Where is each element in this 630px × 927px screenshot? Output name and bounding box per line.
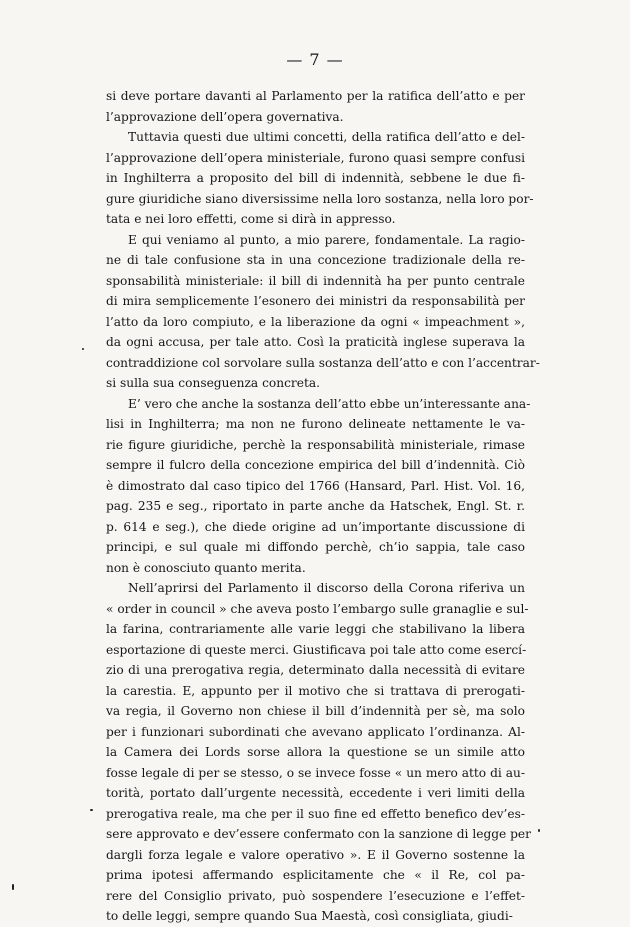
text-line: tata e nei loro effetti, come si dirà in appresso. bbox=[106, 212, 396, 226]
text-line: ne di tale confusione sta in una concezione tradizionale della re- bbox=[106, 253, 525, 267]
text-line: si deve portare davanti al Parlamento per la ratifica dell’atto e per bbox=[106, 89, 525, 103]
text-line: rere del Consiglio privato, può sospendere l’esecuzione e l’effet- bbox=[106, 888, 525, 903]
margin-speck bbox=[12, 884, 14, 890]
text-line: è dimostrato dal caso tipico del 1766 (Hansard, Parl. Hist. Vol. 16, bbox=[106, 478, 525, 493]
paragraph bbox=[106, 86, 525, 127]
text-line: l’approvazione dell’opera ministeriale, furono quasi sempre confusi bbox=[106, 150, 525, 165]
text-line: l’atto da loro compiuto, e la liberazione da ogni « impeachment », bbox=[106, 314, 525, 329]
text-line: dargli forza legale e valore operativo ». E il Governo sostenne la bbox=[106, 847, 525, 862]
margin-speck bbox=[90, 809, 93, 811]
text-line: in Inghilterra a proposito del bill di indennità, sebbene le due fi- bbox=[106, 171, 525, 185]
text-line: va regia, il Governo non chiese il bill d’indennità per sè, ma solo bbox=[106, 704, 525, 718]
text-line: pag. 235 e seg., riportato in parte anche da Hatschek, Engl. St. r. bbox=[106, 499, 525, 513]
text-line: si sulla sua conseguenza concreta. bbox=[106, 376, 320, 390]
text-line: la carestia. E, appunto per il motivo che si trattava di prerogati- bbox=[106, 683, 525, 698]
text-line: da ogni accusa, per tale atto. Così la praticità inglese superava la bbox=[106, 335, 525, 349]
text-line: zio di una prerogativa regia, determinato dalla necessità di evitare bbox=[106, 663, 525, 677]
margin-speck bbox=[538, 829, 540, 832]
text-line: principi, e sul quale mi diffondo perchè, ch’io sappia, tale caso bbox=[106, 540, 525, 554]
text-line: prerogativa reale, ma che per il suo fine ed effetto benefico dev’es- bbox=[106, 806, 525, 821]
text-line: torità, portato dall’urgente necessità, eccedente i veri limiti della bbox=[106, 786, 525, 800]
page-number: — 7 — bbox=[286, 50, 344, 69]
paragraph bbox=[106, 394, 531, 579]
text-line: sponsabilità ministeriale: il bill di indennità ha per punto centrale bbox=[106, 273, 525, 288]
text-line: rie figure giuridiche, perchè la responsabilità ministeriale, rimase bbox=[106, 437, 525, 452]
text-line: la farina, contrariamente alle varie leggi che stabilivano la libera bbox=[106, 622, 525, 636]
text-line: fosse legale di per se stesso, o se invece fosse « un mero atto di au- bbox=[106, 765, 525, 780]
text-line: E qui veniamo al punto, a mio parere, fondamentale. La ragio- bbox=[128, 232, 525, 247]
text-line: l’approvazione dell’opera governativa. bbox=[106, 109, 344, 124]
text-line: sempre il fulcro della concezione empirica del bill d’indennità. Ciò bbox=[106, 458, 525, 472]
paragraph bbox=[106, 127, 534, 230]
text-line: contraddizione col sorvolare sulla sostanza dell’atto e con l’accentrar- bbox=[106, 355, 540, 370]
text-line: prima ipotesi affermando esplicitamente che « il Re, col pa- bbox=[106, 868, 525, 882]
paragraph bbox=[106, 578, 531, 927]
text-line: Tuttavia questi due ultimi concetti, della ratifica dell’atto e del- bbox=[128, 130, 525, 144]
paragraph bbox=[106, 230, 540, 394]
text-line: di mira semplicemente l’esonero dei ministri da responsabilità per bbox=[106, 294, 525, 308]
text-line: lisi in Inghilterra; ma non ne furono delineate nettamente le va- bbox=[106, 417, 525, 431]
text-line: to delle leggi, sempre quando Sua Maestà, così consigliata, giudi- bbox=[106, 909, 513, 923]
text-line: sere approvato e dev’essere confermato con la sanzione di legge per bbox=[106, 827, 531, 841]
text-line: la Camera dei Lords sorse allora la questione se un simile atto bbox=[106, 745, 525, 759]
body-text bbox=[106, 86, 540, 927]
text-line: gure giuridiche siano diversissime nella loro sostanza, nella loro por- bbox=[106, 191, 534, 206]
text-line: E’ vero che anche la sostanza dell’atto ebbe un’interessante ana- bbox=[128, 396, 531, 411]
margin-speck bbox=[82, 348, 84, 350]
text-line: per i funzionari subordinati che avevano applicato l’ordinanza. Al- bbox=[106, 724, 525, 739]
text-line: « order in council » che aveva posto l’embargo sulle granaglie e sul- bbox=[106, 601, 529, 616]
text-line: non è conosciuto quanto merita. bbox=[106, 560, 306, 575]
text-line: esportazione di queste merci. Giustificava poi tale atto come esercí- bbox=[106, 642, 527, 657]
text-line: Nell’aprirsi del Parlamento il discorso della Corona riferiva un bbox=[128, 581, 525, 595]
text-line: p. 614 e seg.), che diede origine ad un’importante discussione di bbox=[106, 519, 525, 534]
